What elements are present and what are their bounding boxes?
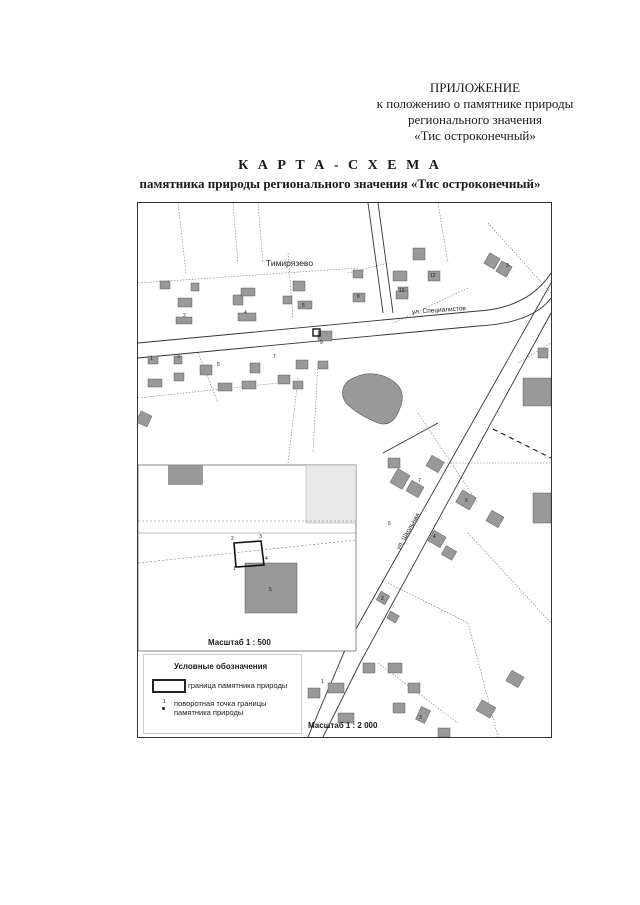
legend-point-text bbox=[174, 699, 294, 717]
point-symbol-icon bbox=[162, 707, 165, 710]
lot-number: 7 bbox=[418, 478, 421, 484]
appendix-block bbox=[330, 80, 620, 144]
street-label: ул. Специалистов bbox=[411, 305, 467, 316]
lot-number: 5 bbox=[388, 521, 391, 527]
document-subtitle: памятника природы регионального значения «Тис остроконечный» bbox=[139, 176, 541, 191]
inset-building-number: 5 bbox=[269, 587, 272, 593]
lot-number: 7 bbox=[273, 354, 276, 360]
legend-point-line: поворотная точка границы bbox=[174, 699, 267, 708]
appendix-line: «Тис остроконечный» bbox=[414, 128, 536, 143]
lot-number: 4 bbox=[244, 310, 247, 316]
map-frame bbox=[137, 202, 552, 738]
lot-number: 4 bbox=[433, 534, 436, 540]
lot-number: 5 bbox=[217, 362, 220, 368]
lot-number: 3 bbox=[177, 354, 180, 360]
inset-point-label: 4 bbox=[265, 556, 268, 562]
lot-number: 8 bbox=[357, 294, 360, 300]
appendix-line: регионального значения bbox=[407, 112, 543, 127]
settlement-label: Тимирязево bbox=[266, 258, 314, 268]
lot-number: 10 bbox=[399, 288, 405, 294]
inset-map bbox=[138, 329, 356, 651]
inset-scale-label: Масштаб 1 : 500 bbox=[208, 638, 271, 647]
inset-point-label: 1 bbox=[233, 566, 236, 572]
lot-number: 2 bbox=[183, 313, 186, 319]
lot-number: 9 bbox=[320, 340, 323, 346]
legend-point-number: 1 bbox=[163, 699, 166, 705]
main-scale-label: Масштаб 1 : 2 000 bbox=[308, 721, 378, 730]
lot-number: 1 bbox=[150, 356, 153, 362]
lot-number: 5 bbox=[302, 303, 305, 309]
legend-point-line: памятника природы bbox=[174, 708, 244, 717]
street-label: ул. Школьная bbox=[395, 512, 422, 551]
lot-number: 12 bbox=[430, 273, 436, 279]
boundary-symbol-icon bbox=[152, 679, 186, 693]
appendix-line: к положению о памятнике природы bbox=[376, 96, 574, 111]
inset-point-label: 3 bbox=[259, 534, 262, 540]
legend-title: Условные обозначения bbox=[174, 662, 268, 671]
inset-point-label: 2 bbox=[231, 536, 234, 542]
lot-number: 3 bbox=[419, 715, 422, 721]
document-title: К А Р Т А - С Х Е М А bbox=[238, 158, 442, 173]
lot-number: 3 bbox=[506, 263, 509, 269]
lot-number: 1 bbox=[321, 679, 324, 685]
legend-boundary-text: граница памятника природы bbox=[188, 681, 288, 690]
legend bbox=[143, 654, 302, 734]
appendix-heading: ПРИЛОЖЕНИЕ bbox=[429, 80, 521, 95]
lot-number: 2 bbox=[381, 596, 384, 602]
lot-number: 6 bbox=[465, 498, 468, 504]
